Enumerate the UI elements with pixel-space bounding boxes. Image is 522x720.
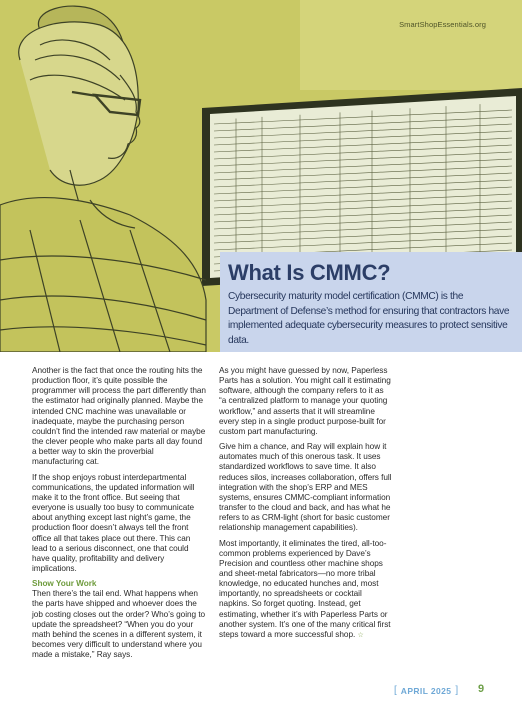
bracket-open: [ [394,685,397,696]
page-number: 9 [478,683,485,695]
page-footer [394,685,458,696]
article-column-right [219,366,393,646]
issue-date: APRIL 2025 [400,685,452,696]
paragraph: Another is the fact that once the routing hits the production floor, it’s quite possible the programmer will process the part differently than the estimator had originally planned. Maybe the intended CNC machine was unavailable or inadequate, maybe the purchasing person couldn’t find the intended raw material or maybe the clever people who make parts all day found a better way to skin the proverbial manufacturing cat. [32,366,206,467]
paragraph-text: Most importantly, it eliminates the tired, all-too-common problems experienced by Dave’s Precision and countless other machine shops and sheet-metal fabricators—no more tribal knowledge, no educated hunches and, most importantly, no spreadsheets or cocktail napkins. So forget quoting. Instead, get estimating, whether it’s with Paperless Parts or another system. It’s one of the many critical first steps toward a more successful shop. [219,538,391,639]
paragraph: If the shop enjoys robust interdepartmental communications, the updated information will make it to the front office. But seeing that everyone is usually too busy to communicate about anything except last night’s game, the production floor doesn’t always tell the front office all that takes place out there. This can lead to a serious disconnect, one that could have quality, profitability and delivery implications. [32,472,195,573]
info-box-title: What Is CMMC? [228,260,391,285]
paragraph: Then there’s the tail end. What happens when the parts have shipped and whoever does the job costing closes out the order? Who’s going to update the spreadsheet? “When you do your math behind the scenes in a different system, it becomes very difficult to understand where you made a mistake,” Ray says. [32,589,206,660]
bracket-close: ] [455,685,459,696]
cmmc-info-box [220,252,522,352]
info-box-body: Cybersecurity maturity model certification (CMMC) is the Department of Defense’s method for ensuring that contractors have implemented adequate cybersecurity measures to protect sensitive data. [228,291,510,346]
paragraph: As you might have guessed by now, Paperless Parts has a solution. You might call it estimating software, although the company refers to it as “a centralized platform to manage your quoting workflow,” and asserts that it will streamline every step in a single product purpose-built for custom part manufacturing. [219,366,391,436]
article-column-left [32,366,206,665]
section-subhead: Show Your Work [32,579,97,589]
end-mark-icon: ☆ [357,631,364,639]
paragraph-final [219,539,393,642]
site-url: SmartShopEssentials.org [399,20,486,29]
paragraph: Give him a chance, and Ray will explain how it automates much of this onerous task. It uses standardized workflows to save time. It also reduces silos, increases collaboration, offers full integration with the shop’s ERP and MES systems, ensures CMMC-compliant information transfer to the cloud and back, and has what he refers to as CRM-light (short for basic customer relationship management capabilities). [219,442,392,533]
woman-figure [0,6,206,352]
